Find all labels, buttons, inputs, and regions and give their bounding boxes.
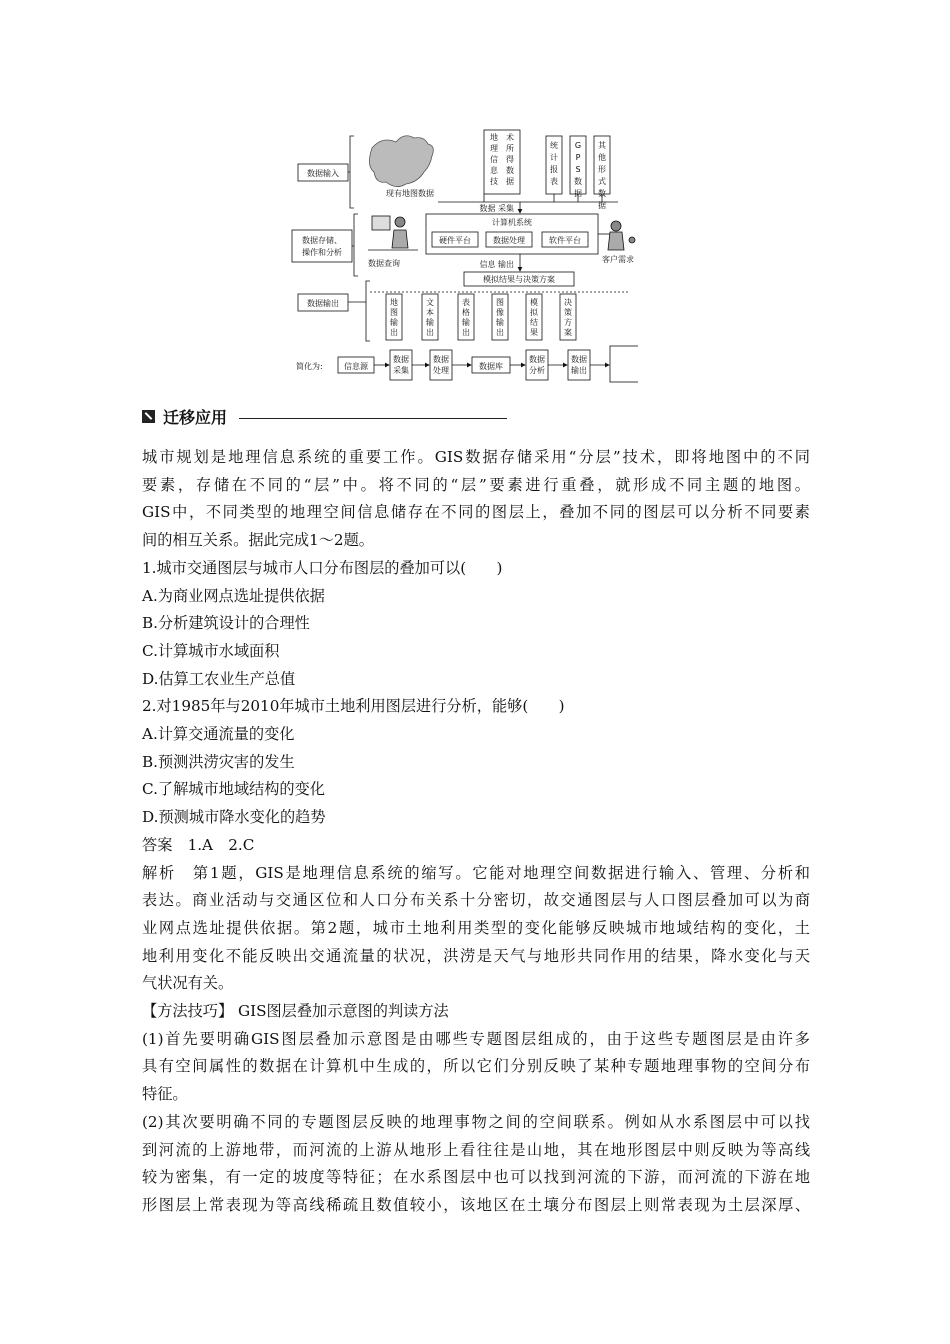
text-line: D.估算工农业生产总值 — [142, 669, 296, 688]
text-line: C.了解城市地域结构的变化 — [142, 780, 325, 799]
text-line: D.预测城市降水变化的趋势 — [142, 808, 326, 827]
platform-label: 数据处理 — [493, 236, 525, 245]
output-box-label: 地图输出 — [390, 298, 398, 337]
body-text — [142, 444, 810, 1220]
source-box-label: 统计报表 — [550, 141, 558, 186]
text-line: 业网点选址提供依据。第2题，城市土地利用类型的变化能够反映城市地域结构的变化，土 — [142, 918, 810, 937]
text-line: A.为商业网点选址提供依据 — [142, 586, 325, 605]
text-line: (1)首先要明确GIS图层叠加示意图是由哪些专题图层组成的，由于这些专题图层是由许多 — [142, 1029, 810, 1048]
output-box-label: 决策方案 — [564, 298, 572, 337]
text-line: 【方法技巧】 GIS图层叠加示意图的判读方法 — [142, 1002, 449, 1021]
info-output-label: 信息 输出 — [479, 260, 514, 269]
flow-step: 数据处理 — [433, 355, 449, 375]
storage-label: 数据存储、操作和分析 — [302, 236, 342, 257]
flow-step: 数据输出 — [571, 355, 587, 375]
text-line: 较为密集，有一定的坡度等特征；在水系图层中也可以找到河流的下游，而河流的下游在地 — [142, 1168, 810, 1187]
source-box-label: G P S 数据 — [574, 141, 582, 198]
source-box-label: 地理信息技术所得数据 — [490, 133, 514, 186]
flow-step: 数据库 — [479, 362, 503, 371]
text-line: 气状况有关。 — [142, 974, 234, 993]
text-line: 地利用变化不能反映出交通流量的状况，洪涝是天气与地形共同作用的结果，降水变化与天 — [142, 946, 810, 965]
operator-icon — [368, 216, 418, 250]
section-marker-icon — [142, 410, 155, 423]
section-header — [142, 404, 507, 428]
storage-label-box — [292, 230, 352, 262]
result-box-label: 模拟结果与决策方案 — [483, 275, 555, 284]
text-line: C.计算城市水域面积 — [142, 641, 280, 660]
text-line: 表达。商业活动与交通区位和人口分布关系十分密切，故交通图层与人口图层叠加可以为商 — [142, 891, 810, 910]
query-caption: 数据查询 — [368, 259, 400, 268]
text-line: 特征。 — [142, 1085, 188, 1104]
china-map-icon — [369, 136, 433, 187]
map-caption: 现有地图数据 — [386, 189, 434, 198]
text-line: 到河流的上游地带，而河流的上游从地形上看往往是山地，其在地形图层中则反映为等高线 — [142, 1140, 810, 1159]
input-label: 数据输入 — [307, 169, 339, 178]
text-line: GIS中，不同类型的地理空间信息储存在不同的图层上，叠加不同的图层可以分析不同要素 — [142, 503, 810, 522]
text-line: 要素，存储在不同的“层”中。将不同的“层”要素进行重叠，就形成不同主题的地图。 — [142, 475, 810, 494]
text-line: 形图层上常表现为等高线稀疏且数值较小，该地区在土壤分布图层上则常表现为土层深厚、 — [142, 1195, 810, 1214]
output-box-label: 模拟结果 — [530, 298, 538, 337]
text-line: B.分析建筑设计的合理性 — [142, 614, 310, 633]
platform-label: 软件平台 — [549, 236, 581, 245]
gis-workflow-diagram — [288, 126, 638, 388]
text-line: 2.对1985年与2010年城市土地利用图层进行分析，能够( ) — [142, 697, 565, 716]
output-box-label: 表格输出 — [462, 298, 470, 337]
text-line: 间的相互关系。据此完成1～2题。 — [142, 531, 374, 550]
text-line: (2)其次要明确不同的专题图层反映的地理事物之间的空间联系。例如从水系图层中可以找 — [142, 1112, 810, 1131]
text-line: 1.城市交通图层与城市人口分布图层的叠加可以( ) — [142, 558, 503, 577]
section-rule — [239, 418, 507, 419]
text-line: B.预测洪涝灾害的发生 — [142, 752, 295, 771]
flow-step: 数据采集 — [393, 355, 409, 375]
collect-label: 数据 采集 — [479, 204, 514, 213]
output-box-label: 图像输出 — [496, 298, 504, 337]
output-label: 数据输出 — [307, 299, 339, 308]
flow-step: 数据分析 — [529, 355, 545, 375]
text-line: 城市规划是地理信息系统的重要工作。GIS数据存储采用“分层”技术，即将地图中的不同 — [142, 448, 810, 466]
text-line: 答案 1.A 2.C — [142, 835, 255, 854]
client-caption: 客户需求 — [602, 255, 634, 264]
flow-step: 信息源 — [344, 362, 368, 371]
text-line: 解析 第1题，GIS是地理信息系统的缩写。它能对地理空间数据进行输入、管理、分析和 — [142, 863, 810, 882]
simplify-label: 简化为: — [296, 362, 323, 371]
output-box-label: 文本输出 — [426, 298, 434, 337]
platform-label: 硬件平台 — [439, 236, 471, 245]
source-box-label: 其他形式数据 — [598, 141, 606, 210]
text-line: A.计算交通流量的变化 — [142, 725, 295, 744]
computer-system-title: 计算机系统 — [492, 218, 532, 227]
section-title: 迁移应用 — [163, 407, 228, 427]
text-line: 具有空间属性的数据在计算机中生成的，所以它们分别反映了某种专题地理事物的空间分布 — [142, 1057, 810, 1076]
client-icon — [608, 221, 635, 250]
